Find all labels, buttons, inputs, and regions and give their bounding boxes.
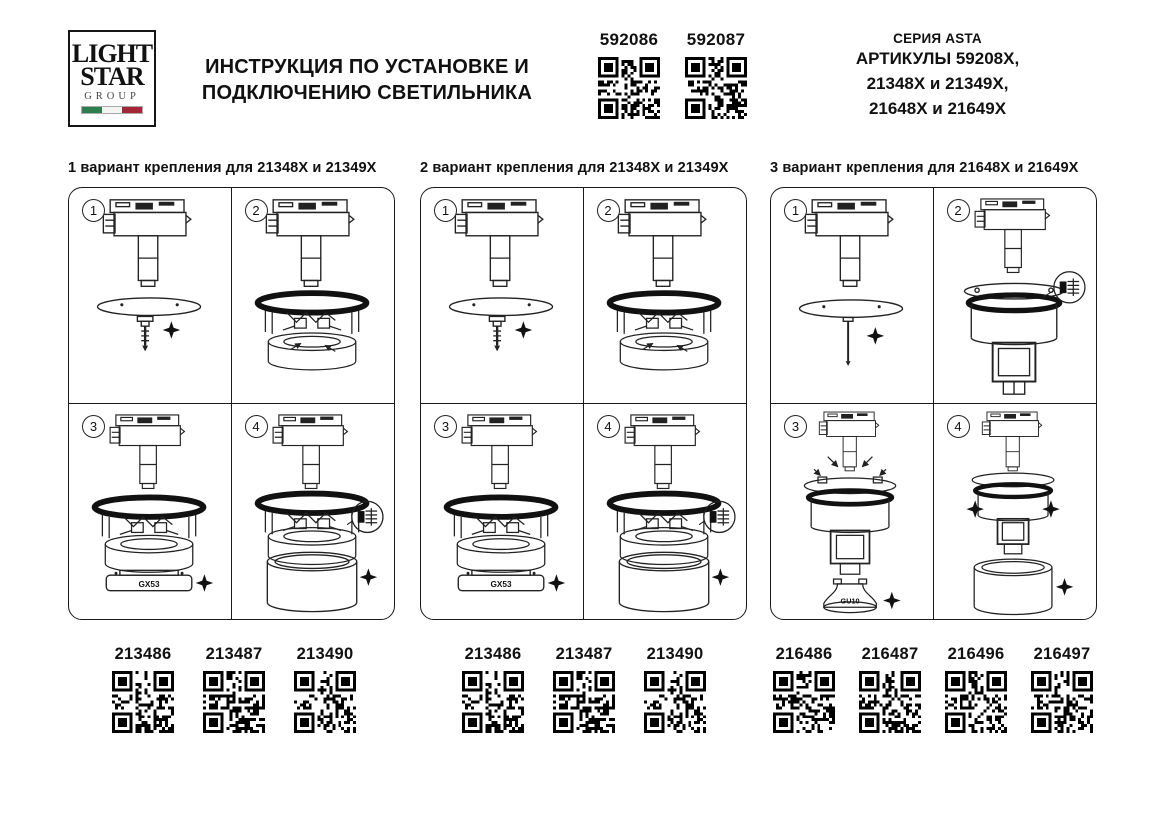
series-info	[795, 31, 1080, 121]
qr-code-label: 216487	[861, 645, 919, 663]
lamp-socket-label: GU10	[840, 596, 860, 606]
drawing-shade-and-connector	[240, 410, 386, 616]
qr-code-image	[203, 671, 265, 733]
qr-item	[1031, 645, 1093, 733]
variant-2-step-1-cell	[421, 188, 584, 404]
qr-code-label: 216496	[947, 645, 1005, 663]
qr-code-label: 213486	[114, 645, 172, 663]
variant-3-step-3-cell	[771, 404, 934, 620]
qr-code-image	[553, 671, 615, 733]
variant-3-header: 3 вариант крепления для 21648X и 21649X	[770, 160, 1079, 176]
step-number-badge: 4	[597, 415, 620, 438]
flag-green	[82, 107, 102, 113]
step-number-badge: 3	[784, 415, 807, 438]
step-number-badge: 1	[82, 199, 105, 222]
logo-word-group: GROUP	[84, 91, 140, 103]
qr-item	[644, 645, 706, 733]
qr-code-image	[945, 671, 1007, 733]
top-qr-item-1	[597, 30, 661, 119]
qr-code-image	[859, 671, 921, 733]
step-number-badge: 2	[597, 199, 620, 222]
step-number-badge: 2	[245, 199, 268, 222]
qr-item	[773, 645, 835, 733]
qr-group-variant-2	[462, 645, 706, 733]
drawing-shade-and-connector	[592, 410, 738, 616]
flag-white	[102, 107, 122, 113]
qr-code-image	[462, 671, 524, 733]
variant-3-step-2-cell	[934, 188, 1097, 404]
variant-2-header: 2 вариант крепления для 21348X и 21349X	[420, 160, 729, 176]
variant-3-section	[770, 160, 1097, 620]
qr-item	[112, 645, 174, 733]
qr-item	[462, 645, 524, 733]
drawing-cylinder-shade-install	[942, 410, 1088, 616]
variant-2-section	[420, 160, 747, 620]
step-number-badge: 4	[245, 415, 268, 438]
variant-2-step-2-cell	[584, 188, 747, 404]
step-number-badge: 1	[434, 199, 457, 222]
italian-flag-bar	[81, 106, 143, 114]
variant-1-header: 1 вариант крепления для 21348X и 21349X	[68, 160, 377, 176]
series-name: СЕРИЯ ASTA	[893, 31, 982, 46]
qr-code-label: 213490	[296, 645, 354, 663]
qr-code-label: 216497	[1033, 645, 1091, 663]
qr-code-label: 213490	[646, 645, 704, 663]
qr-item	[859, 645, 921, 733]
drawing-base-ring-assembly	[240, 194, 386, 400]
variant-1-step-4-cell	[232, 404, 395, 620]
series-articles-line2: 21348X и 21349X,	[866, 74, 1009, 93]
drawing-gx53-lamp-install	[77, 410, 223, 616]
variant-2-step-4-cell	[584, 404, 747, 620]
drawing-gu10-lamp-install	[779, 410, 925, 616]
logo-word-star: STAR	[80, 61, 144, 91]
variant-1-step-1-cell	[69, 188, 232, 404]
series-articles-line3: 21648X и 21649X	[868, 99, 1007, 118]
step-number-badge: 3	[82, 415, 105, 438]
qr-code-label: 213487	[205, 645, 263, 663]
qr-item	[945, 645, 1007, 733]
qr-code-image	[773, 671, 835, 733]
qr-code-label: 213486	[464, 645, 522, 663]
variant-1-panel	[68, 187, 395, 620]
qr-code-image	[644, 671, 706, 733]
qr-code-label: 592086	[599, 30, 659, 49]
variant-2-step-3-cell	[421, 404, 584, 620]
variant-1-step-2-cell	[232, 188, 395, 404]
qr-code-label: 216486	[775, 645, 833, 663]
drawing-adapter-canopy-long-screw	[779, 194, 925, 400]
step-number-badge: 1	[784, 199, 807, 222]
variant-3-step-1-cell	[771, 188, 934, 404]
qr-code-image	[598, 57, 660, 119]
step-number-badge: 4	[947, 415, 970, 438]
drawing-spot-body-connector	[942, 194, 1088, 400]
qr-group-variant-3	[773, 645, 1093, 733]
lamp-socket-label: GX53	[490, 579, 512, 589]
qr-item	[203, 645, 265, 733]
qr-code-image	[294, 671, 356, 733]
variant-3-panel	[770, 187, 1097, 620]
variant-1-section	[68, 160, 395, 620]
qr-group-variant-1	[112, 645, 356, 733]
flag-red	[122, 107, 142, 113]
step-number-badge: 2	[947, 199, 970, 222]
step-number-badge: 3	[434, 415, 457, 438]
logo-word-light: LIGHT	[71, 38, 153, 68]
drawing-adapter-canopy-screw	[429, 194, 575, 400]
lightstar-logo	[68, 30, 156, 127]
variant-3-step-4-cell	[934, 404, 1097, 620]
qr-item	[294, 645, 356, 733]
qr-code-label: 213487	[555, 645, 613, 663]
page-title-line2: ПОДКЛЮЧЕНИЮ СВЕТИЛЬНИКА	[201, 82, 533, 105]
page-title	[172, 54, 562, 107]
drawing-adapter-canopy-screw	[77, 194, 223, 400]
variant-1-step-3-cell	[69, 404, 232, 620]
qr-code-label: 592087	[686, 30, 746, 49]
page-title-line1: ИНСТРУКЦИЯ ПО УСТАНОВКЕ И	[205, 56, 529, 78]
variant-2-panel	[420, 187, 747, 620]
lamp-socket-label: GX53	[138, 579, 160, 589]
qr-code-image	[685, 57, 747, 119]
top-qr-item-2	[684, 30, 748, 119]
qr-code-image	[1031, 671, 1093, 733]
drawing-base-ring-assembly	[592, 194, 738, 400]
drawing-gx53-lamp-install	[429, 410, 575, 616]
qr-item	[553, 645, 615, 733]
qr-code-image	[112, 671, 174, 733]
series-articles-line1: АРТИКУЛЫ 59208X,	[855, 49, 1020, 68]
